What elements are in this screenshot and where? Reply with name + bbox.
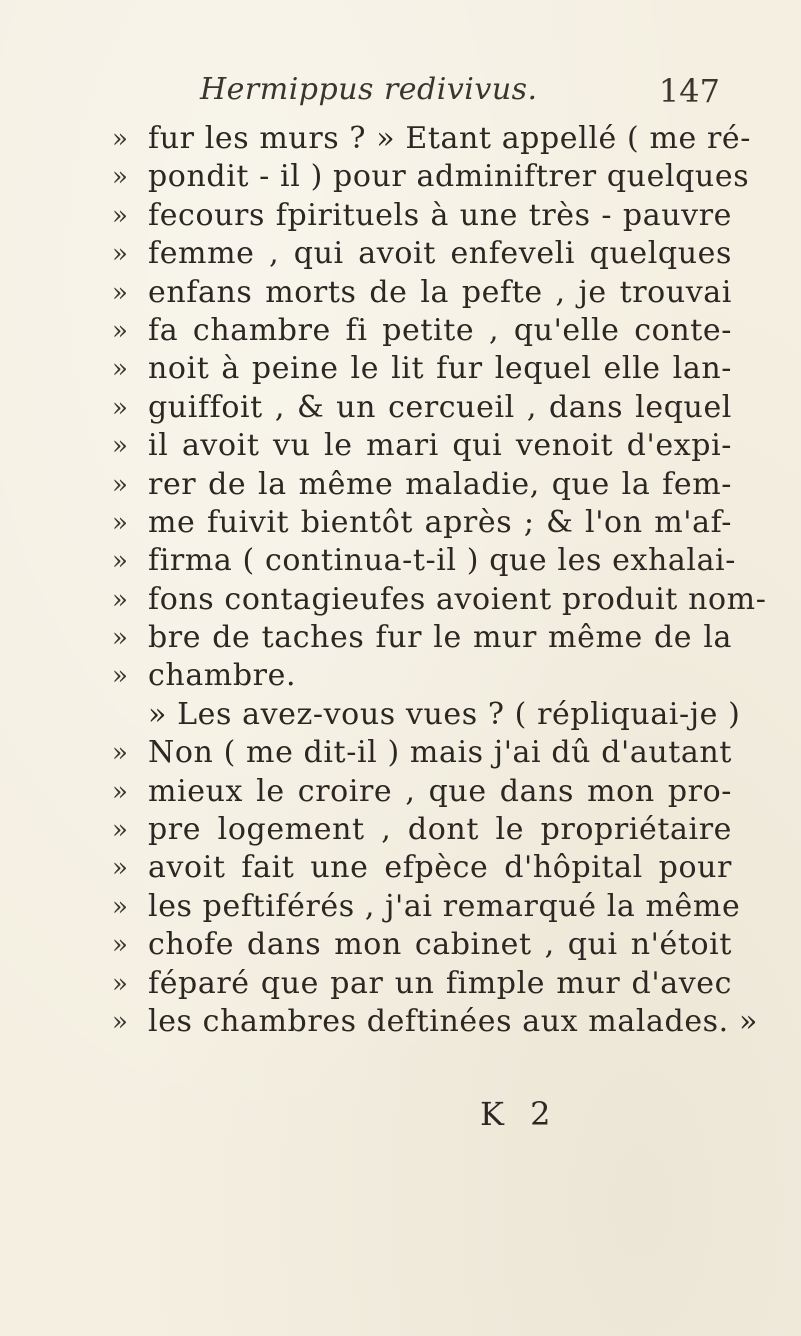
quote-mark: » — [112, 392, 128, 423]
quote-mark: » — [112, 469, 128, 500]
line-text: chambre. — [148, 658, 297, 694]
quote-mark: » — [112, 546, 128, 577]
quote-mark: » — [112, 584, 128, 615]
text-line — [112, 619, 732, 657]
text-line — [112, 657, 732, 695]
line-text: enfans morts de la pefte , je trouvai — [148, 274, 732, 310]
line-text: avoit fait une efpèce d'hôpital pour — [148, 850, 732, 886]
line-text: bre de taches fur le mur même de la — [148, 620, 732, 656]
text-line — [112, 350, 732, 388]
quote-mark: » — [112, 968, 128, 999]
running-title: Hermippus redivivus. — [200, 72, 538, 107]
line-text: les chambres deftinées aux malades. » — [148, 1003, 758, 1039]
quote-mark: » — [112, 815, 128, 846]
text-line — [112, 734, 732, 772]
line-text: chofe dans mon cabinet , qui n'étoit — [148, 927, 732, 963]
text-line — [112, 888, 741, 926]
quote-mark: » — [112, 124, 128, 154]
line-text: rer de la même maladie, que la fem- — [148, 466, 732, 502]
line-text: fecours fpirituels à une très - pauvre — [148, 197, 732, 233]
quote-mark: » — [112, 891, 128, 922]
text-line — [112, 274, 732, 312]
text-line — [112, 120, 752, 158]
quote-mark: » — [112, 738, 128, 769]
line-text: fa chambre fi petite , qu'elle conte- — [148, 312, 732, 348]
quote-mark: » — [112, 277, 128, 308]
quote-mark: » — [112, 930, 128, 961]
quote-mark: » — [112, 661, 128, 692]
quote-mark: » — [112, 200, 128, 231]
text-line — [112, 849, 732, 887]
paragraph-start-line — [112, 696, 741, 734]
line-text: femme , qui avoit enfeveli quelques — [148, 236, 732, 272]
line-text: pondit - il ) pour adminiftrer quelques — [148, 159, 750, 195]
text-line — [112, 197, 732, 235]
line-text: les peftiférés , j'ai remarqué la même — [148, 888, 741, 924]
quote-mark: » — [112, 853, 128, 884]
text-line — [112, 466, 732, 504]
text-line — [112, 811, 732, 849]
quote-mark: » — [112, 507, 128, 538]
text-line — [112, 504, 732, 542]
line-text: Non ( me dit-il ) mais j'ai dû d'autant — [148, 735, 732, 771]
line-text: noit à peine le lit fur lequel elle lan- — [148, 351, 732, 387]
text-line — [112, 965, 732, 1003]
line-text: me fuivit bientôt après ; & l'on m'af- — [148, 504, 732, 540]
line-text: » Les avez-vous vues ? ( répliquai-je ) — [148, 696, 741, 732]
line-text: fur les murs ? » Etant appellé ( me ré- — [148, 121, 752, 156]
text-line — [112, 1003, 758, 1041]
quote-mark: » — [112, 315, 128, 346]
line-text: firma ( continua-t-il ) que les exhalai- — [148, 543, 736, 579]
line-text: mieux le croire , que dans mon pro- — [148, 773, 732, 809]
page-header — [200, 72, 720, 112]
text-line — [112, 312, 732, 350]
printer-signature-mark: K 2 — [480, 1095, 559, 1133]
text-line — [112, 581, 767, 619]
body-text — [112, 120, 767, 1041]
quote-mark: » — [112, 354, 128, 385]
quote-mark: » — [112, 776, 128, 807]
quote-mark: » — [112, 623, 128, 654]
page-number: 147 — [658, 72, 720, 110]
quote-mark: » — [112, 162, 128, 193]
quote-mark: » — [112, 431, 128, 462]
line-text: guiffoit , & un cercueil , dans lequel — [148, 389, 732, 425]
text-line — [112, 773, 732, 811]
text-line — [112, 389, 732, 427]
line-text: fons contagieufes avoient produit nom- — [148, 581, 767, 617]
text-line — [112, 158, 750, 196]
line-text: il avoit vu le mari qui venoit d'expi- — [148, 428, 732, 464]
text-line — [112, 926, 732, 964]
line-text: pre logement , dont le propriétaire — [148, 812, 732, 848]
text-line — [112, 542, 736, 580]
quote-mark: » — [112, 239, 128, 270]
quote-mark: » — [112, 1006, 128, 1037]
text-line — [112, 235, 732, 273]
text-line — [112, 427, 732, 465]
line-text: féparé que par un fimple mur d'avec — [148, 965, 732, 1001]
